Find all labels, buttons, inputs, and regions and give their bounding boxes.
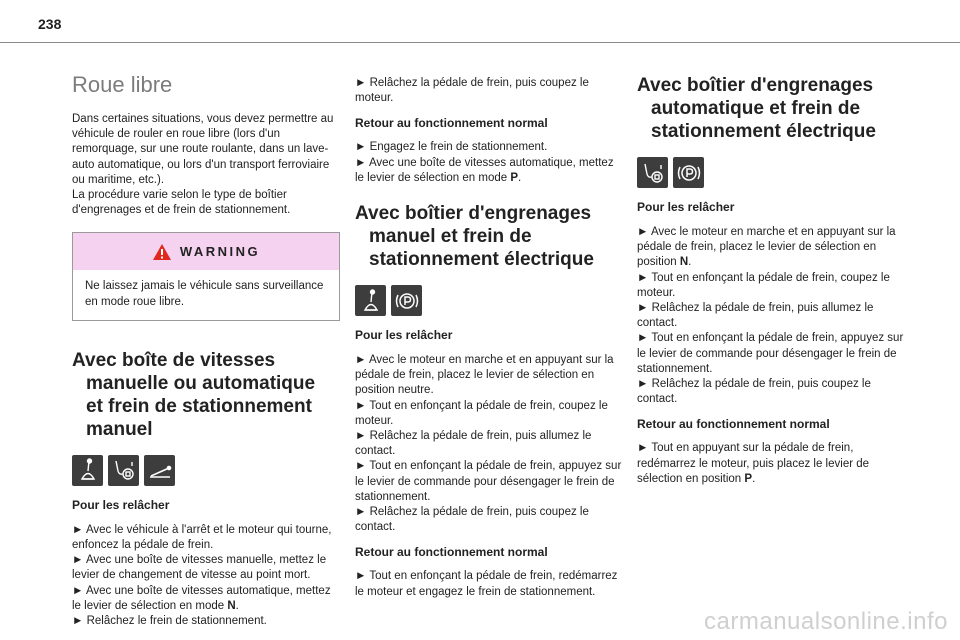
column-right xyxy=(637,74,905,487)
electric-parking-brake-icon xyxy=(391,285,422,316)
normal-operation-heading: Retour au fonctionnement normal xyxy=(355,116,548,131)
warning-label: WARNING xyxy=(179,244,261,260)
normal-operation-step: ► Tout en appuyant sur la pédale de frein, redémarrez le moteur, puis placez le levier de sélection en position P. xyxy=(637,442,870,485)
top-divider xyxy=(0,42,960,43)
release-steps: ► Avec le véhicule à l'arrêt et le moteur qui tourne, enfoncez la pédale de frein. ► Avec une boîte de vitesses manuelle, mettez le levier de changement de vitesse au point mort. ► Avec une boîte de vitesses automatique, mettez le levier de sélection en mode N. ► Relâchez le frein de stationnement. xyxy=(72,523,332,628)
section-heading-automatic-electric: Avec boîtier d'engrenages automatique et frein de stationnement électrique xyxy=(637,75,876,142)
page-number: 238 xyxy=(38,16,62,32)
manual-gearshift-icon xyxy=(355,285,386,316)
automatic-gearshift-icon xyxy=(637,157,668,188)
normal-operation-heading: Retour au fonctionnement normal xyxy=(355,545,548,560)
intro-text: Dans certaines situations, vous devez permettre au véhicule de rouler en roue libre (lors d'un remorquage, sur une route roulante, dans un lave-auto automatique, ou lors d'un transport ferroviaire ou maritime, etc.). xyxy=(72,113,334,186)
icon-row xyxy=(72,455,340,486)
column-left xyxy=(72,50,340,629)
intro-text-2: La procédure varie selon le type de boîtier d'engrenages et de frein de stationnement. xyxy=(72,189,291,217)
release-heading: Pour les relâcher xyxy=(72,497,170,512)
section-heading-manual-brake: Avec boîte de vitesses manuelle ou automatique et frein de stationnement manuel xyxy=(72,349,316,440)
manual-parking-brake-icon xyxy=(144,455,175,486)
watermark: carmanualsonline.info xyxy=(704,608,948,635)
column-middle xyxy=(355,76,623,600)
normal-operation-step: ► Tout en enfonçant la pédale de frein, redémarrez le moteur et engagez le frein de stationnement. xyxy=(355,570,618,598)
section-heading-manual-electric: Avec boîtier d'engrenages manuel et frein de stationnement électrique xyxy=(355,203,594,271)
warning-text: Ne laissez jamais le véhicule sans surveillance en mode roue libre. xyxy=(85,280,324,308)
warning-triangle-icon xyxy=(152,243,172,261)
normal-operation-heading: Retour au fonctionnement normal xyxy=(637,417,830,432)
release-steps: ► Avec le moteur en marche et en appuyant sur la pédale de frein, placez le levier de sélection en position neutre. ► Tout en enfonçant la pédale de frein, coupez le moteur. ► Relâchez la pédale de frein, puis allumez le contact. ► Tout en enfonçant la pédale de frein, appuyez sur le levier de commande pour désengager le frein de stationnement. ► Relâchez la pédale de frein, puis coupez le contact. xyxy=(355,354,622,534)
warning-header xyxy=(73,233,339,270)
release-heading: Pour les relâcher xyxy=(355,328,453,343)
electric-parking-brake-icon xyxy=(673,157,704,188)
warning-box xyxy=(72,232,340,320)
release-heading: Pour les relâcher xyxy=(637,200,735,214)
manual-gearshift-icon xyxy=(72,455,103,486)
icon-row xyxy=(637,157,905,188)
continued-step: ► Relâchez la pédale de frein, puis coupez le moteur. xyxy=(355,77,589,105)
intro-paragraph xyxy=(72,112,340,218)
release-steps: ► Avec le moteur en marche et en appuyant sur la pédale de frein, placez le levier de sélection en position N. ► Tout en enfonçant la pédale de frein, coupez le moteur. ► Relâchez la pédale de frein, puis allumez le contact. ► Tout en enfonçant la pédale de frein, appuyez sur le levier de commande pour désengager le frein de stationnement. ► Relâchez la pédale de frein, puis coupez le contact. xyxy=(637,226,904,406)
automatic-gearshift-icon xyxy=(108,455,139,486)
page-title: Roue libre xyxy=(72,72,173,97)
normal-operation-steps: ► Engagez le frein de stationnement. ► Avec une boîte de vitesses automatique, mettez le levier de sélection en mode P. xyxy=(355,141,614,184)
icon-row xyxy=(355,285,623,316)
